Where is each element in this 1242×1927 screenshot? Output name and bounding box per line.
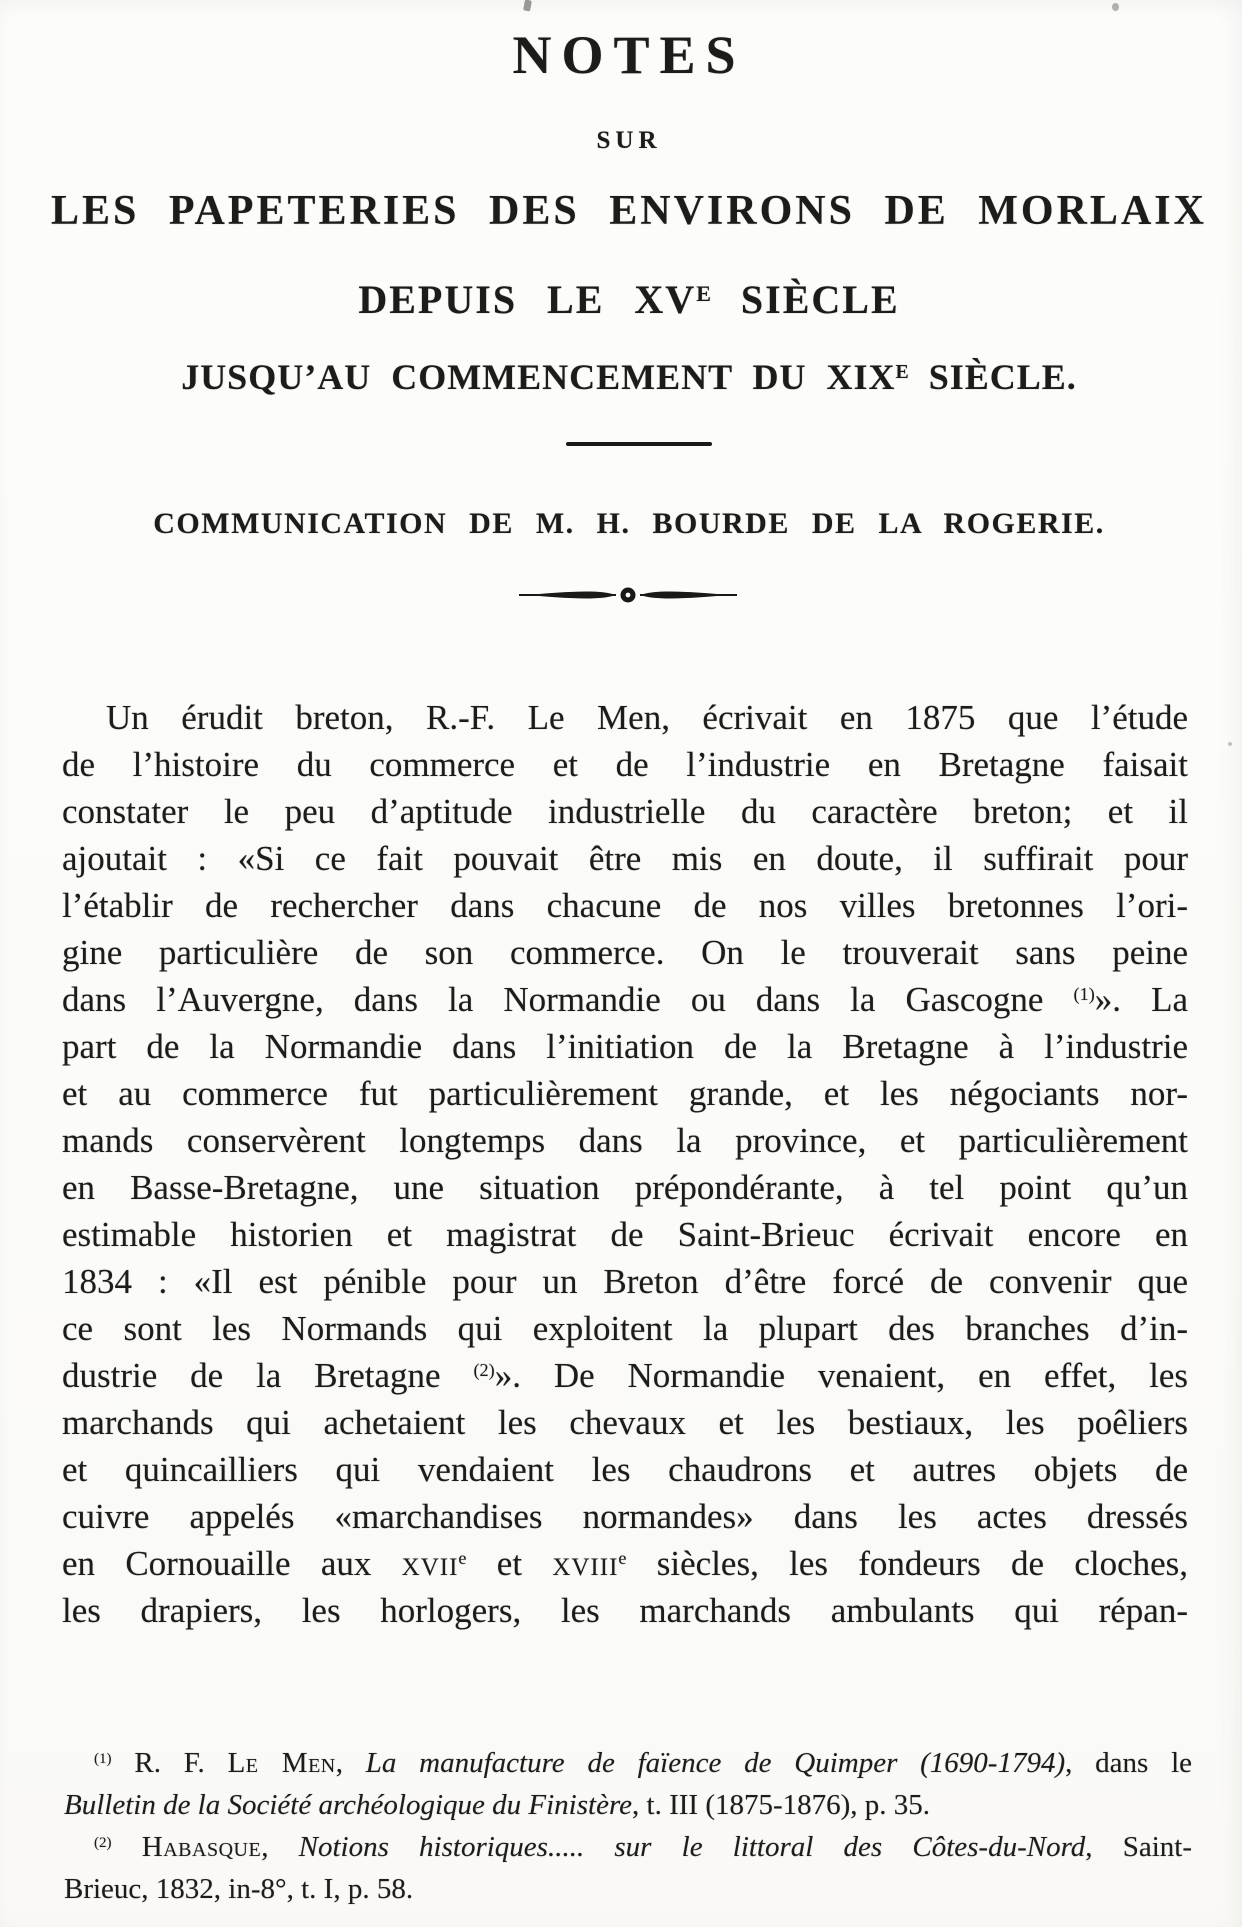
heading-text: SIÈCLE. <box>908 357 1077 397</box>
heading-text: DEPUIS LE XV <box>358 277 697 322</box>
body-line-text: et au commerce fut particulièrement grande, et les négociants nor- <box>62 1074 1188 1113</box>
body-line-text: et quincailliers qui vendaient les chaudrons et autres objets de <box>62 1450 1188 1489</box>
body-line-text: part de la Normandie dans l’initiation de la Bretagne à l’industrie <box>62 1027 1188 1066</box>
footnotes-section <box>64 1742 1192 1910</box>
footnote-text <box>112 1831 142 1863</box>
body-line <box>62 694 1188 741</box>
body-line <box>62 741 1188 788</box>
body-line <box>62 1211 1188 1258</box>
body-line <box>62 1117 1188 1164</box>
body-line-text: l’établir de rechercher dans chacune de nos villes bretonnes l’ori- <box>62 886 1188 925</box>
article-body <box>62 694 1188 1634</box>
body-line-text: en Cornouaille aux <box>62 1544 402 1583</box>
body-line-text: 1834 : «Il est pénible pour un Breton d’être forcé de convenir que <box>62 1262 1188 1301</box>
heading-period-from <box>8 277 1242 322</box>
body-line-text: de l’histoire du commerce et de l’industrie en Bretagne faisait <box>62 745 1188 784</box>
body-line <box>62 1258 1188 1305</box>
footnote-1-line-2 <box>64 1784 1192 1826</box>
ordinal-superscript: E <box>895 361 909 384</box>
body-line <box>62 1305 1188 1352</box>
footnote-text: , dans le <box>1065 1747 1192 1779</box>
body-line-text: dustrie de la Bretagne <box>62 1356 474 1395</box>
body-line <box>62 1446 1188 1493</box>
work-title-italic: Notions historiques..... sur le littoral des Côtes-du-Nord <box>298 1831 1086 1863</box>
footnote-1-line-1 <box>64 1742 1192 1784</box>
subtitle-sur: SUR <box>596 127 662 154</box>
body-line-text: Un érudit breton, R.-F. Le Men, écrivait en 1875 que l’étude <box>106 698 1188 737</box>
page-title: NOTES <box>512 25 746 85</box>
ordinal-superscript: E <box>696 280 711 306</box>
fleuron-divider-icon <box>518 586 738 604</box>
heading-text: SIÈCLE <box>710 277 900 322</box>
body-line-text: siècles, les fondeurs de cloches, <box>626 1544 1189 1583</box>
body-line-text: ». De Normandie venaient, en effet, les <box>494 1356 1188 1395</box>
footnote-ref-2: (2) <box>473 1360 495 1381</box>
footnote-2-line-2 <box>64 1868 1192 1910</box>
roman-numeral-smallcaps: xviii <box>552 1544 619 1583</box>
footnote-text: , <box>335 1747 366 1779</box>
author-smallcaps: Le Men <box>227 1747 336 1779</box>
body-line <box>62 976 1188 1023</box>
scan-speck <box>1228 742 1232 746</box>
body-line <box>62 1352 1188 1399</box>
body-line <box>62 1070 1188 1117</box>
body-line <box>62 1540 1188 1587</box>
main-heading: LES PAPETERIES DES ENVIRONS DE MORLAIX <box>51 188 1207 234</box>
body-line <box>62 1023 1188 1070</box>
body-line <box>62 788 1188 835</box>
body-line-text: en Basse-Bretagne, une situation prépondérante, à tel point qu’un <box>62 1168 1188 1207</box>
body-line-text: ce sont les Normands qui exploitent la plupart des branches d’in- <box>62 1309 1188 1348</box>
footnote-ref-1: (1) <box>1073 984 1095 1005</box>
body-line-text: ». La <box>1094 980 1188 1019</box>
heading-period-to <box>8 359 1242 395</box>
footnote-text: Brieuc, 1832, in-8°, t. I, p. 58. <box>64 1873 414 1905</box>
body-line-text: marchands qui achetaient les chevaux et les bestiaux, les poêliers <box>62 1403 1188 1442</box>
body-line <box>62 1399 1188 1446</box>
body-line-text: estimable historien et magistrat de Saint-Brieuc écrivait encore en <box>62 1215 1188 1254</box>
section-divider-rule <box>566 442 712 446</box>
footnote-marker-1: (1) <box>94 1750 112 1767</box>
body-line-text: constater le peu d’aptitude industrielle du caractère breton; et il <box>62 792 1188 831</box>
ordinal-superscript: e <box>618 1548 627 1569</box>
footnote-text: , t. III (1875-1876), p. 35. <box>632 1789 931 1821</box>
scan-speck <box>523 0 532 12</box>
body-line-text: mands conservèrent longtemps dans la province, et particulièrement <box>62 1121 1188 1160</box>
footnote-text: R. F. <box>111 1747 228 1779</box>
body-line-text: dans l’Auvergne, dans la Normandie ou dans la Gascogne <box>62 980 1074 1019</box>
body-line <box>62 882 1188 929</box>
body-line <box>62 835 1188 882</box>
footnote-marker-2: (2) <box>94 1834 112 1851</box>
body-line <box>62 929 1188 976</box>
footnote-text: , <box>261 1831 299 1863</box>
heading-text: JUSQU’AU COMMENCEMENT DU XIX <box>181 357 896 397</box>
body-line <box>62 1493 1188 1540</box>
work-title-italic: Bulletin de la Société archéologique du Finistère <box>64 1789 633 1821</box>
author-smallcaps: Habasque <box>141 1831 262 1863</box>
footnote-text: , Saint- <box>1085 1831 1193 1863</box>
body-line <box>62 1587 1188 1634</box>
communication-heading: COMMUNICATION DE M. H. BOURDE DE LA ROGERIE. <box>153 507 1105 540</box>
body-line-text: cuivre appelés «marchandises normandes» dans les actes dressés <box>62 1497 1188 1536</box>
body-line-text: et <box>466 1544 553 1583</box>
footnote-2-line-1 <box>64 1826 1192 1868</box>
work-title-italic: La manufacture de faïence de Quimper (1690-1794) <box>365 1747 1066 1779</box>
ordinal-superscript: e <box>458 1548 467 1569</box>
body-line-text: gine particulière de son commerce. On le trouverait sans peine <box>62 933 1188 972</box>
scan-speck <box>1112 3 1119 11</box>
body-line <box>62 1164 1188 1211</box>
body-line-text: les drapiers, les horlogers, les marchands ambulants qui répan- <box>62 1591 1188 1630</box>
body-line-text: ajoutait : «Si ce fait pouvait être mis en doute, il suffirait pour <box>62 839 1188 878</box>
roman-numeral-smallcaps: xvii <box>401 1544 459 1583</box>
